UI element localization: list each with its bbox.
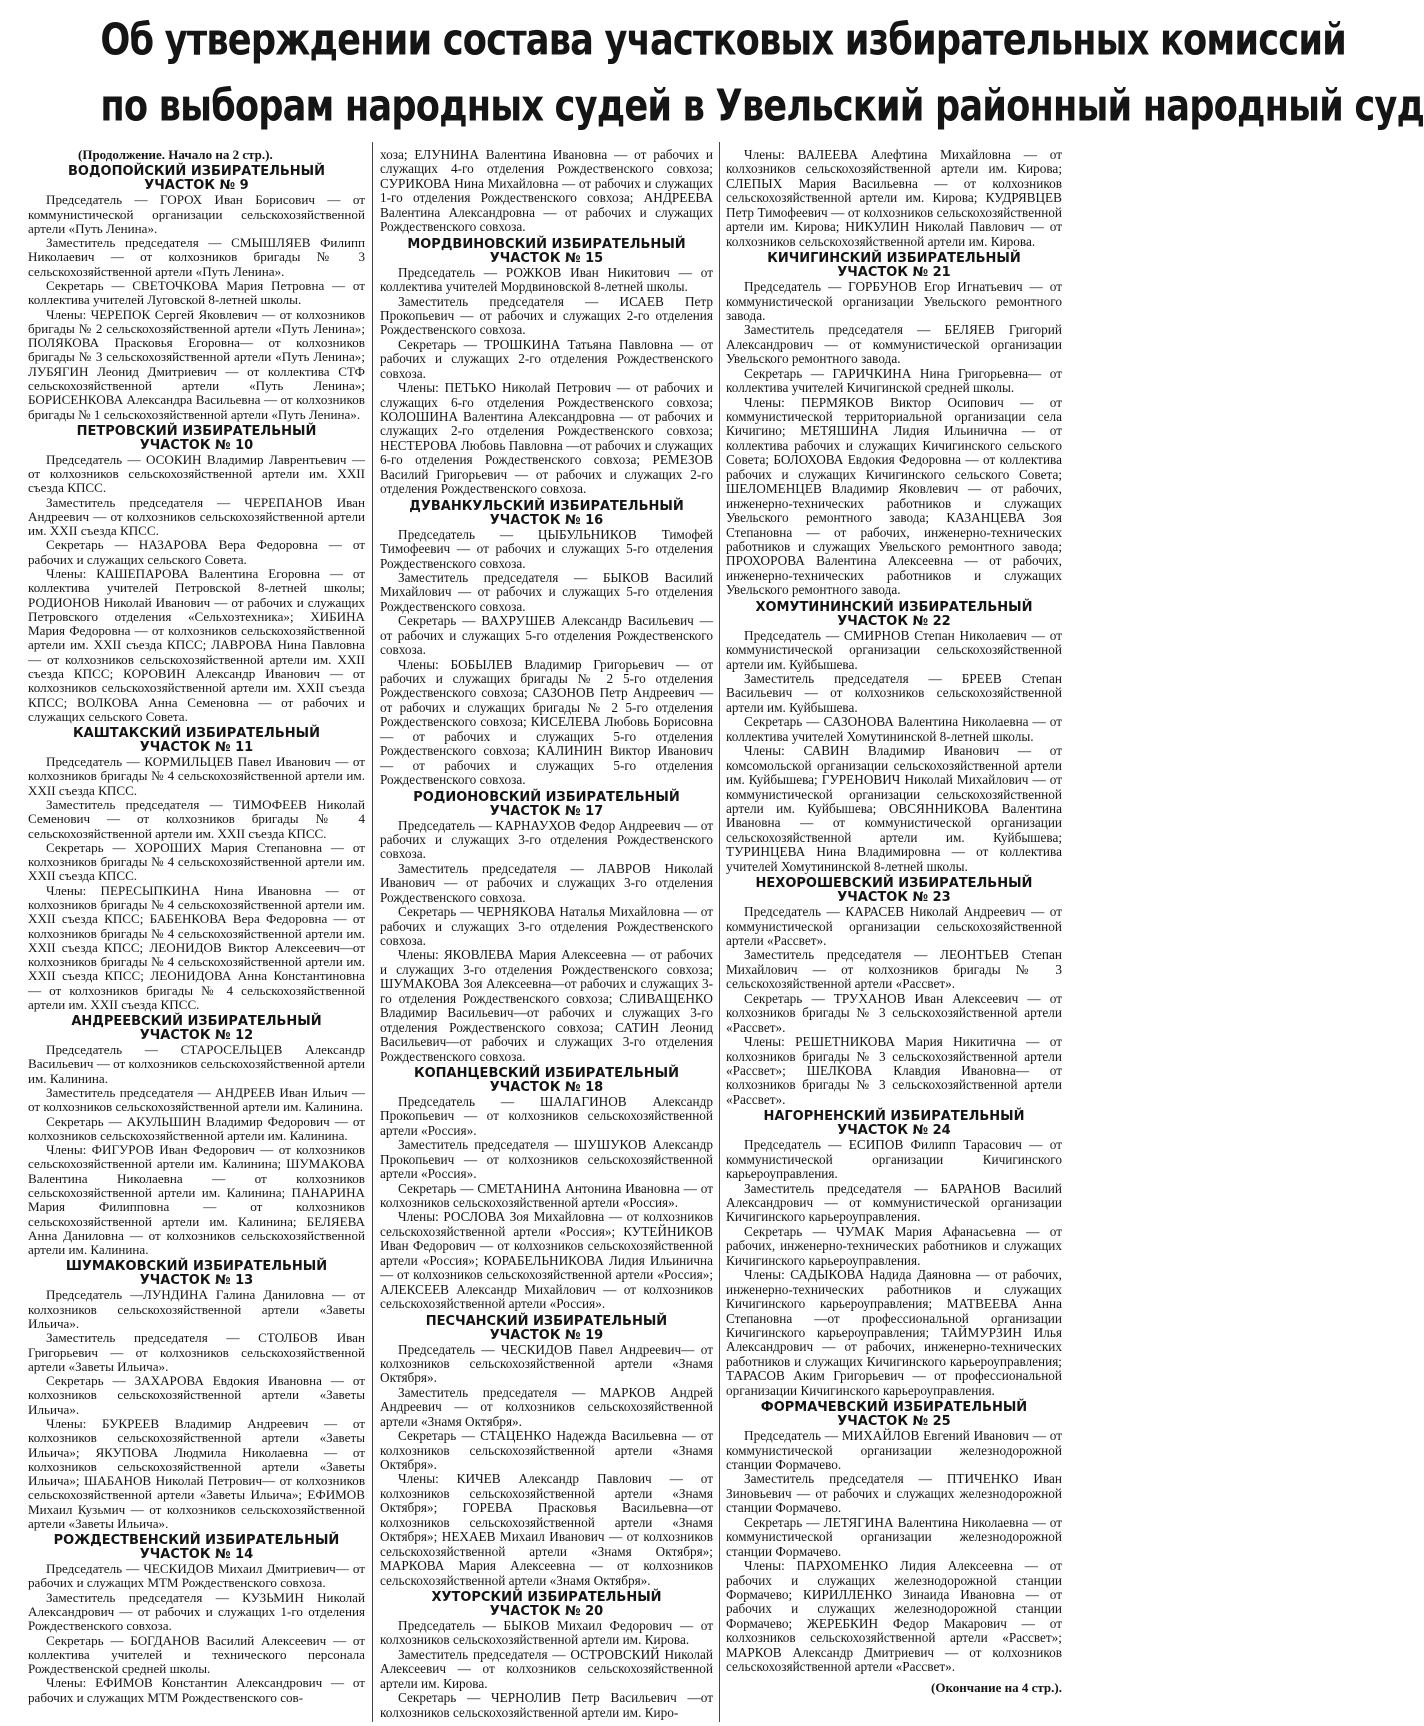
precinct-name: ФОРМАЧЕВСКИЙ ИЗБИРАТЕЛЬНЫЙ: [760, 1400, 1028, 1416]
precinct-number: УЧАСТОК № 24: [837, 1123, 951, 1139]
commission-member-paragraph: Секретарь — СТАЦЕНКО Надежда Васильевна — от колхозников сельскохозяйственной артели «Знамя Октября».: [380, 1428, 713, 1472]
commission-member-paragraph: Председатель — БЫКОВ Михаил Федорович — от колхозников сельскохозяйственной артели им. Кирова.: [380, 1617, 713, 1648]
commission-member-paragraph: Председатель — КОРМИЛЬЦЕВ Павел Иванович — от колхозников бригады № 4 сельскохозяйственной артели им. XXII съезда КПСС.: [28, 754, 365, 798]
continuation-note: (Продолжение. Начало на 2 стр.).: [78, 147, 273, 162]
commission-member-paragraph: Председатель — СМИРНОВ Степан Николаевич — от коммунистической организации сельскохозяйственной артели им. Куйбышева.: [726, 627, 1062, 672]
precinct-name: РОЖДЕСТВЕНСКИЙ ИЗБИРАТЕЛЬНЫЙ: [53, 1533, 340, 1549]
commission-member-paragraph: Секретарь — СМЕТАНИНА Антонина Ивановна — от колхозников сельскохозяйственной артели «Россия».: [380, 1180, 713, 1210]
commission-member-paragraph: Члены: ЧЕРЕПОК Сергей Яковлевич — от колхозников бригады № 2 сельскохозяйственной артели «Путь Ленина»; ПОЛЯКОВА Прасковья Егоровна— от колхозников бригады № 3 сельскохозяйственной артели «Путь Ленина»; ЛУБЯГИН Леонид Дмитриевич — от коллектива СТФ сельскохозяйственной артели «Путь Ленина»; БОРИСЕНКОВА Александра Васильевна — от колхозников бригады № 1 сельскохозяйственной артели «Путь Ленина».: [28, 306, 365, 422]
precinct-name: КАШТАКСКИЙ ИЗБИРАТЕЛЬНЫЙ: [73, 726, 320, 742]
commission-member-paragraph: Председатель — КАРАСЕВ Николай Андреевич — от коммунистической организации сельскохозяйственной артели «Рассвет».: [726, 904, 1062, 948]
commission-member-paragraph: Секретарь — ЗАХАРОВА Евдокия Ивановна — от колхозников сельскохозяйственной артели «Заветы Ильича».: [28, 1373, 365, 1417]
commission-member-paragraph: Заместитель председателя — БЕЛЯЕВ Григорий Александрович — от коммунистической организации Увельского ремонтного завода.: [726, 322, 1062, 367]
commission-member-paragraph: хоза; ЕЛУНИНА Валентина Ивановна — от рабочих и служащих 4-го отделения Рождественского совхоза; СУРИКОВА Нина Михайловна — от рабочих и служащих 1-го отделения Рождественского совхоза; АНДРЕЕВА Валентина Александровна — от рабочих и служащих Рождественского совхоза.: [380, 147, 713, 235]
commission-member-paragraph: Председатель — МИХАЙЛОВ Евгений Иванович — от коммунистической организации железнодорожной станции Формачево.: [726, 1428, 1062, 1472]
precinct-number: УЧАСТОК № 22: [837, 613, 951, 629]
headline-line-2: по выборам народных судей в Увельский районный народный суд: [100, 80, 1424, 131]
precinct-number: УЧАСТОК № 25: [837, 1414, 951, 1430]
precinct-number: УЧАСТОК № 23: [837, 890, 951, 906]
precinct-name: ВОДОПОЙСКИЙ ИЗБИРАТЕЛЬНЫЙ: [67, 164, 326, 180]
commission-member-paragraph: Члены: ФИГУРОВ Иван Федорович — от колхозников сельскохозяйственной артели им. Калинина; ШУМАКОВА Валентина Николаевна — от колхозников сельскохозяйственной артели им. Калинина; ПАНАРИНА Мария Филипповна — от колхозников сельскохозяйственной артели им. Калинина; БЕЛЯЕВА Анна Даниловна — от колхозников сельскохозяйственной артели им. Калинина.: [28, 1142, 365, 1258]
headline-line-1: Об утверждении состава участковых избирательных комиссий: [100, 14, 1347, 65]
precinct-heading: [726, 252, 1062, 280]
precinct-number: УЧАСТОК № 9: [144, 178, 249, 194]
precinct-number: УЧАСТОК № 15: [489, 250, 604, 266]
commission-member-paragraph: Заместитель председателя — ПТИЧЕНКО Иван Зиновьевич — от рабочих и служащих железнодорожной станции Формачево.: [726, 1471, 1062, 1516]
commission-member-paragraph: Члены: ПЕРМЯКОВ Виктор Осипович — от коммунистической территориальной организации села Кичигино; МЕТЯШИНА Лидия Ильинична — от коллектива рабочих и служащих Кичигинского сельского Совета; БОЛОХОВА Евдокия Федоровна — от коллектива рабочих и служащих Кичигинского сельского Совета; ШЕЛОМЕНЦЕВ Владимир Яковлевич — от рабочих, инженерно-технических работников и служащих Увельского ремонтного завода; КАЗАНЦЕВА Зоя Степановна — от рабочих, инженерно-технических работников и служащих Увельского ремонтного завода; ПРОХОРОВА Валентина Алексеевна — от рабочих, инженерно-технических работников и служащих Увельского ремонтного завода.: [726, 394, 1062, 598]
commission-member-paragraph: Заместитель председателя — ЧЕРЕПАНОВ Иван Андреевич — от колхозников сельскохозяйственной артели им. XXII съезда КПСС.: [28, 494, 365, 539]
commission-member-paragraph: Секретарь — ТРУХАНОВ Иван Алексеевич — от колхозников бригады № 3 сельскохозяйственной артели «Рассвет».: [726, 990, 1062, 1035]
commission-member-paragraph: Секретарь — ЧЕРНОЛИВ Петр Васильевич —от колхозников сельскохозяйственной артели им. Киро-: [380, 1690, 713, 1720]
commission-member-paragraph: Секретарь — ТРОШКИНА Татьяна Павловна — от рабочих и служащих 2-го отделения Рождественского совхоза.: [380, 336, 713, 381]
commission-member-paragraph: Заместитель председателя — ЛЕОНТЬЕВ Степан Михайлович — от колхозников бригады № 3 сельскохозяйственной артели «Рассвет».: [726, 947, 1062, 992]
commission-member-paragraph: Председатель — ЦЫБУЛЬНИКОВ Тимофей Тимофеевич — от рабочих и служащих 5-го отделения Рождественского совхоза.: [380, 526, 713, 571]
commission-member-paragraph: Члены: ПЕТЬКО Николай Петрович — от рабочих и служащих 6-го отделения Рождественского совхоза; КОЛОШИНА Валентина Александровна — от рабочих и служащих 2-го отделения Рождественского совхоза; НЕСТЕРОВА Любовь Павловна —от рабочих и служащих 6-го отделения Рождественского совхоза; РЕМЕЗОВ Василий Григорьевич — от рабочих и служащих 2-го отделения Рождественского совхоза.: [380, 380, 713, 497]
commission-member-paragraph: Председатель — КАРНАУХОВ Федор Андреевич — от рабочих и служащих 3-го отделения Рождественского совхоза.: [380, 817, 713, 862]
commission-member-paragraph: Члены: ПЕРЕСЫПКИНА Нина Ивановна — от колхозников бригады № 4 сельскохозяйственной артели им. XXII съезда КПСС; БАБЕНКОВА Вера Федоровна — от колхозников бригады № 4 сельскохозяйственной артели им. XXII съезда КПСС; ЛЕОНИДОВ Виктор Алексеевич—от колхозников бригады № 4 сельскохозяйственной артели им. XXII съезда КПСС; ЛЕОНИДОВА Анна Константиновна — от колхозников бригады № 4 сельскохозяйственной артели им. XXII съезда КПСС.: [28, 882, 365, 1012]
commission-member-paragraph: Члены: РОСЛОВА Зоя Михайловна — от колхозников сельскохозяйственной артели «Россия»; КУТЕЙНИКОВ Иван Федорович — от колхозников сельскохозяйственной артели «Россия»; КОРАБЕЛЬНИКОВА Лидия Ильинична — от колхозников сельскохозяйственной артели «Россия»; АЛЕКСЕЕВ Александр Михайлович — от колхозников сельскохозяйственной артели «Россия».: [380, 1209, 713, 1312]
precinct-number: УЧАСТОК № 12: [139, 1028, 254, 1044]
precinct-name: КОПАНЦЕВСКИЙ ИЗБИРАТЕЛЬНЫЙ: [414, 1065, 679, 1081]
commission-member-paragraph: Члены: ВАЛЕЕВА Алефтина Михайловна — от колхозников сельскохозяйственной артели им. Кирова; СЛЕПЫХ Мария Васильевна — от колхозников сельскохозяйственной артели им. Кирова; КУДРЯВЦЕВ Петр Тимофеевич — от колхозников сельскохозяйственной артели им. Кирова; НИКУЛИН Николай Павлович — от колхозников сельскохозяйственной артели им. Кирова.: [726, 147, 1062, 249]
commission-member-paragraph: Заместитель председателя — ЛАВРОВ Николай Иванович — от рабочих и служащих 3-го отделения Рождественского совхоза.: [380, 860, 713, 905]
precinct-name: ПЕТРОВСКИЙ ИЗБИРАТЕЛЬНЫЙ: [76, 423, 317, 439]
precinct-number: УЧАСТОК № 10: [139, 437, 254, 453]
commission-member-paragraph: Заместитель председателя — ШУШУКОВ Александр Прокопьевич — от колхозников сельскохозяйственной артели «Россия».: [380, 1137, 713, 1182]
commission-member-paragraph: Секретарь — ХОРОШИХ Мария Степановна — от колхозников бригады № 4 сельскохозяйственной артели им. XXII съезда КПСС.: [28, 839, 365, 884]
commission-member-paragraph: Заместитель председателя — ОСТРОВСКИЙ Николай Алексеевич — от колхозников сельскохозяйственной артели им. Кирова.: [380, 1646, 713, 1691]
precinct-heading: [380, 791, 713, 819]
commission-member-paragraph: Секретарь — ЧУМАК Мария Афанасьевна — от рабочих, инженерно-технических работников и служащих Кичигинского карьероуправления.: [726, 1223, 1062, 1268]
commission-member-paragraph: Секретарь — СВЕТОЧКОВА Мария Петровна — от коллектива учителей Луговской 8-летней школы.: [28, 277, 365, 308]
column-divider: [372, 142, 373, 1722]
commission-member-paragraph: Члены: ЯКОВЛЕВА Мария Алексеевна — от рабочих и служащих 3-го отделения Рождественского совхоза; ШУМАКОВА Зоя Алексеевна—от рабочих и служащих 3-го отделения Рождественского совхоза; СЛИВАЩЕНКО Владимир Васильевич—от рабочих и служащих 3-го отделения Рождественского совхоза; САТИН Леонид Васильевич—от рабочих и служащих 3-го отделения Рождественского совхоза.: [380, 947, 713, 1064]
precinct-heading: [380, 1591, 713, 1619]
precinct-number: УЧАСТОК № 16: [489, 512, 604, 528]
commission-member-paragraph: Заместитель председателя — БЫКОВ Василий Михайлович — от рабочих и служащих 5-го отделения Рождественского совхоза.: [380, 569, 713, 614]
precinct-heading: [28, 1534, 365, 1562]
column-3: [726, 148, 1062, 1720]
precinct-name: КИЧИГИНСКИЙ ИЗБИРАТЕЛЬНЫЙ: [767, 251, 1021, 267]
precinct-heading: [726, 877, 1062, 905]
precinct-name: НЕХОРОШЕВСКИЙ ИЗБИРАТЕЛЬНЫЙ: [755, 876, 1033, 892]
commission-member-paragraph: Заместитель председателя — АНДРЕЕВ Иван Ильич — от колхозников сельскохозяйственной артели им. Калинина.: [28, 1085, 365, 1115]
commission-member-paragraph: Председатель — ЧЕСКИДОВ Михаил Дмитриевич— от рабочих и служащих МТМ Рождественского совхоза.: [28, 1561, 365, 1591]
precinct-heading: [380, 500, 713, 528]
column-2: [380, 148, 713, 1720]
commission-member-paragraph: Председатель — РОЖКОВ Иван Никитович — от коллектива учителей Мордвиновской 8-летней школы.: [380, 264, 713, 295]
headline: [20, 14, 1424, 131]
precinct-heading: [380, 238, 713, 266]
commission-member-paragraph: Члены: БУКРЕЕВ Владимир Андреевич — от колхозников сельскохозяйственной артели «Заветы Ильича»; ЯКУПОВА Людмила Николаевна — от колхозников сельскохозяйственной артели «Заветы Ильича»; ШАБАНОВ Николай Петрович— от колхозников сельскохозяйственной артели «Заветы Ильича»; ЕФИМОВ Михаил Кузьмич — от колхозников сельскохозяйственной артели «Заветы Ильича».: [28, 1415, 365, 1531]
precinct-name: ХОМУТИНИНСКИЙ ИЗБИРАТЕЛЬНЫЙ: [755, 599, 1033, 615]
commission-member-paragraph: Председатель — ЕСИПОВ Филипп Тарасович — от коммунистической организации Кичигинского карьероуправления.: [726, 1137, 1062, 1182]
commission-member-paragraph: Заместитель председателя — КУЗЬМИН Николай Александрович — от рабочих и служащих 1-го отделения Рождественского совхоза.: [28, 1589, 365, 1634]
precinct-name: МОРДВИНОВСКИЙ ИЗБИРАТЕЛЬНЫЙ: [407, 236, 686, 252]
precinct-number: УЧАСТОК № 20: [489, 1603, 604, 1619]
precinct-heading: [726, 1401, 1062, 1429]
precinct-number: УЧАСТОК № 17: [489, 803, 604, 819]
precinct-heading: [28, 727, 365, 755]
precinct-heading: [28, 165, 365, 193]
commission-member-paragraph: Члены: ПАРХОМЕНКО Лидия Алексеевна — от рабочих и служащих железнодорожной станции Формачево; КИРИЛЛЕНКО Зинаида Ивановна — от рабочих и служащих железнодорожной станции Формачево; ЖЕРЕБКИН Федор Макарович — от колхозников сельскохозяйственной артели «Рассвет»; МАРКОВ Александр Дмитриевич — от колхозников сельскохозяйственной артели «Рассвет».: [726, 1558, 1062, 1675]
commission-member-paragraph: Председатель —ЛУНДИНА Галина Даниловна — от колхозников сельскохозяйственной артели «Заветы Ильича».: [28, 1287, 365, 1331]
commission-member-paragraph: Заместитель председателя — ТИМОФЕЕВ Николай Семенович — от колхозников бригады № 4 сельскохозяйственной артели им. XXII съезда КПСС.: [28, 796, 365, 841]
precinct-number: УЧАСТОК № 19: [489, 1327, 604, 1343]
commission-member-paragraph: Председатель — ГОРОХ Иван Борисович — от коммунистической организации сельскохозяйственной артели «Путь Ленина».: [28, 192, 365, 236]
precinct-number: УЧАСТОК № 14: [139, 1547, 254, 1563]
commission-member-paragraph: Председатель — ОСОКИН Владимир Лаврентьевич — от колхозников сельскохозяйственной артели им. XXII съезда КПСС.: [28, 451, 365, 496]
precinct-heading: [28, 1260, 365, 1288]
commission-member-paragraph: Заместитель председателя — СТОЛБОВ Иван Григорьевич — от колхозников сельскохозяйственной артели «Заветы Ильича».: [28, 1330, 365, 1374]
precinct-heading: [726, 601, 1062, 629]
commission-member-paragraph: Члены: КИЧЕВ Александр Павлович — от колхозников сельскохозяйственной артели «Знамя Октября»; ГОРЕВА Прасковья Васильевна—от колхозников сельскохозяйственной артели «Знамя Октября»; НЕХАЕВ Михаил Иванович — от колхозников сельскохозяйственной артели «Знамя Октября»; МАРКОВА Мария Алексеевна — от колхозников сельскохозяйственной артели «Знамя Октября».: [380, 1471, 713, 1588]
commission-member-paragraph: Секретарь — НАЗАРОВА Вера Федоровна — от рабочих и служащих сельского Совета.: [28, 537, 365, 567]
precinct-name: ХУТОРСКИЙ ИЗБИРАТЕЛЬНЫЙ: [431, 1589, 662, 1605]
commission-member-paragraph: Члены: САДЫКОВА Надида Даяновна — от рабочих, инженерно-технических работников и служащих Кичигинского карьероуправления; МАТВЕЕВА Анна Степановна —от профессиональной организации Кичигинского карьероуправления; ТАЙМУРЗИН Илья Александрович — от рабочих, инженерно-технических работников и служащих Кичигинского карьероуправления; ТАРАСОВ Аким Григорьевич — от профессиональной организации Кичигинского карьероуправления.: [726, 1267, 1062, 1398]
precinct-number: УЧАСТОК № 21: [837, 265, 951, 281]
commission-member-paragraph: Члены: САВИН Владимир Иванович — от комсомольской организации сельскохозяйственной артели им. Куйбышева; ГУРЕНОВИЧ Николай Михайлович — от коммунистической организации сельскохозяйственной артели им. Куйбышева; ОВСЯННИКОВА Валентина Ивановна — от коммунистической организации сельскохозяйственной артели им. Куйбышева; ТУРИНЦЕВА Нина Владимировна — от коллектива учителей Хомутининской 8-летней школы.: [726, 743, 1062, 874]
precinct-number: УЧАСТОК № 13: [139, 1273, 254, 1289]
column-divider: [719, 142, 720, 1722]
precinct-name: НАГОРНЕНСКИЙ ИЗБИРАТЕЛЬНЫЙ: [763, 1109, 1025, 1125]
commission-member-paragraph: Председатель — ГОРБУНОВ Егор Игнатьевич — от коммунистической организации Увельского ремонтного завода.: [726, 279, 1062, 323]
commission-member-paragraph: Члены: РЕШЕТНИКОВА Мария Никитична — от колхозников бригады № 3 сельскохозяйственной артели «Рассвет»; ШЕЛКОВА Клавдия Ивановна— от колхозников бригады № 3 сельскохозяйственной артели «Рассвет».: [726, 1034, 1062, 1107]
precinct-number: УЧАСТОК № 18: [489, 1079, 604, 1095]
commission-member-paragraph: Секретарь — ГАРИЧКИНА Нина Григорьевна— от коллектива учителей Кичигинской средней школы.: [726, 365, 1062, 396]
precinct-name: РОДИОНОВСКИЙ ИЗБИРАТЕЛЬНЫЙ: [413, 789, 680, 805]
precinct-number: УЧАСТОК № 11: [139, 740, 254, 756]
commission-member-paragraph: Заместитель председателя — МАРКОВ Андрей Андреевич — от колхозников сельскохозяйственной артели «Знамя Октября».: [380, 1384, 713, 1429]
commission-member-paragraph: Секретарь — ВАХРУШЕВ Александр Васильевич — от рабочих и служащих 5-го отделения Рождественского совхоза.: [380, 613, 713, 658]
column-1: [28, 148, 365, 1720]
precinct-name: ДУВАНКУЛЬСКИЙ ИЗБИРАТЕЛЬНЫЙ: [409, 498, 684, 514]
commission-member-paragraph: Секретарь — ЧЕРНЯКОВА Наталья Михайловна — от рабочих и служащих 3-го отделения Рождественского совхоза.: [380, 904, 713, 948]
commission-member-paragraph: Секретарь — ЛЕТЯГИНА Валентина Николаевна — от коммунистической организации железнодорожной станции Формачево.: [726, 1514, 1062, 1559]
commission-member-paragraph: Секретарь — АКУЛЬШИН Владимир Федорович — от колхозников сельскохозяйственной артели им. Калинина.: [28, 1113, 365, 1143]
commission-member-paragraph: Члены: ЕФИМОВ Константин Александрович — от рабочих и служащих МТМ Рождественского сов-: [28, 1675, 365, 1705]
commission-member-paragraph: Председатель — СТАРОСЕЛЬЦЕВ Александр Васильевич — от колхозников сельскохозяйственной артели им. Калинина.: [28, 1042, 365, 1086]
precinct-heading: [726, 1110, 1062, 1138]
precinct-heading: [380, 1315, 713, 1343]
continuation-end-note: (Окончание на 4 стр.).: [931, 1679, 1062, 1695]
precinct-name: ПЕСЧАНСКИЙ ИЗБИРАТЕЛЬНЫЙ: [425, 1313, 668, 1329]
precinct-name: ШУМАКОВСКИЙ ИЗБИРАТЕЛЬНЫЙ: [65, 1259, 328, 1275]
commission-member-paragraph: Секретарь — БОГДАНОВ Василий Алексеевич — от коллектива учителей и технического персонала Рождественской средней школы.: [28, 1632, 365, 1677]
commission-member-paragraph: Председатель — ЧЕСКИДОВ Павел Андреевич— от колхозников сельскохозяйственной артели «Знамя Октября».: [380, 1341, 713, 1386]
commission-member-paragraph: Заместитель председателя — БРЕЕВ Степан Васильевич — от колхозников сельскохозяйственной артели им. Куйбышева.: [726, 671, 1062, 715]
commission-member-paragraph: Секретарь — САЗОНОВА Валентина Николаевна — от коллектива учителей Хомутининской 8-летней школы.: [726, 714, 1062, 744]
commission-member-paragraph: Заместитель председателя — СМЫШЛЯЕВ Филипп Николаевич — от колхозников бригады № 3 сельскохозяйственной артели «Путь Ленина».: [28, 235, 365, 279]
commission-member-paragraph: Члены: БОБЫЛЕВ Владимир Григорьевич — от рабочих и служащих бригады № 2 5-го отделения Рождественского совхоза; САЗОНОВ Петр Андреевич — от рабочих и служащих бригады № 2 5-го отделения Рождественского совхоза; КИСЕЛЕВА Любовь Борисовна — от рабочих и служащих 5-го отделения Рождественского совхоза; КАЛИНИН Виктор Иванович — от рабочих и служащих 5-го отделения Рождественского совхоза.: [380, 656, 713, 788]
precinct-heading: [28, 425, 365, 453]
commission-member-paragraph: Заместитель председателя — БАРАНОВ Василий Александрович — от коммунистической организации Кичигинского карьероуправления.: [726, 1180, 1062, 1225]
precinct-heading: [28, 1015, 365, 1043]
commission-member-paragraph: Заместитель председателя — ИСАЕВ Петр Прокопьевич — от рабочих и служащих 2-го отделения Рождественского совхоза.: [380, 293, 713, 338]
commission-member-paragraph: Члены: КАШЕПАРОВА Валентина Егоровна — от коллектива учителей Петровской 8-летней школы; РОДИОНОВ Николай Иванович — от рабочих и служащих Петровского отделения «Сельхозтехника»; ХИБИНА Мария Федоровна — от колхозников сельскохозяйственной артели им. XXII съезда КПСС; ЛАВРОВА Нина Павловна — от колхозников сельскохозяйственной артели им. XXII съезда КПСС; КОРОВИН Александр Иванович — от колхозников сельскохозяйственной артели им. XXII съезда КПСС; ВОЛКОВА Анна Семеновна — от рабочих и служащих сельского Совета.: [28, 566, 365, 724]
precinct-heading: [380, 1067, 713, 1095]
precinct-name: АНДРЕЕВСКИЙ ИЗБИРАТЕЛЬНЫЙ: [71, 1014, 322, 1030]
commission-member-paragraph: Председатель — ШАЛАГИНОВ Александр Прокопьевич — от колхозников сельскохозяйственной артели «Россия».: [380, 1093, 713, 1138]
